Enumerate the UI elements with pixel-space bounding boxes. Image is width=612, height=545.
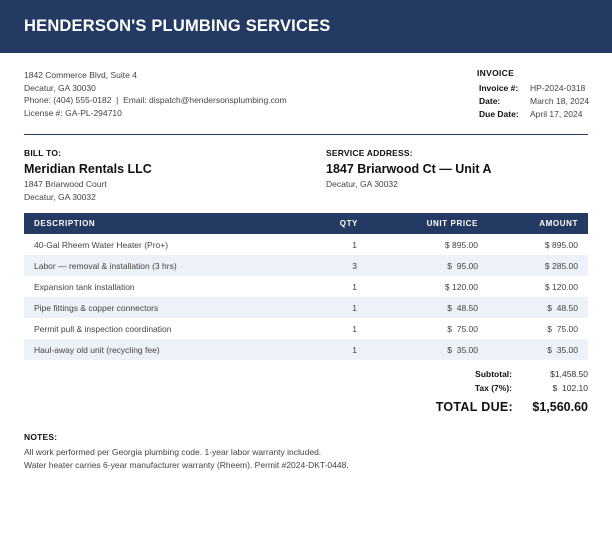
bill-to-label: BILL TO: bbox=[24, 148, 62, 158]
company-contact: Phone: (404) 555-0182 | Email: dispatch@hendersonsplumbing.com bbox=[24, 95, 287, 105]
item-unit-price: $ 75.00 bbox=[447, 324, 478, 334]
table-row bbox=[24, 234, 588, 255]
line-items-header bbox=[24, 213, 588, 234]
totals-block bbox=[388, 369, 588, 420]
item-description: Expansion tank installation bbox=[34, 282, 135, 292]
bill-to-block bbox=[24, 148, 152, 203]
total-due-value: $1,560.60 bbox=[532, 400, 588, 414]
company-name: HENDERSON'S PLUMBING SERVICES bbox=[24, 17, 331, 35]
notes-line: Water heater carries 6-year manufacturer warranty (Rheem). Permit #2024-DKT-0448. bbox=[24, 459, 349, 470]
item-amount: $ 895.00 bbox=[544, 240, 578, 250]
tax-label: Tax (7%): bbox=[474, 383, 512, 393]
item-qty: 1 bbox=[352, 303, 357, 313]
header-amount: AMOUNT bbox=[539, 219, 578, 228]
tax-value: $ 102.10 bbox=[552, 383, 588, 393]
invoice-number-row bbox=[477, 83, 597, 96]
service-address-line: Decatur, GA 30032 bbox=[326, 179, 398, 189]
item-description: 40-Gal Rheem Water Heater (Pro+) bbox=[34, 240, 169, 250]
service-address-label: SERVICE ADDRESS: bbox=[326, 148, 413, 158]
invoice-details bbox=[477, 68, 590, 119]
invoice-due-date-value: April 17, 2024 bbox=[530, 109, 583, 119]
table-row bbox=[24, 255, 588, 276]
invoice-date-label: Date: bbox=[479, 96, 501, 106]
table-row bbox=[24, 297, 588, 318]
company-info bbox=[24, 69, 287, 119]
company-address-line1: 1842 Commerce Blvd, Suite 4 bbox=[24, 70, 137, 80]
service-address-block bbox=[326, 148, 492, 191]
item-unit-price: $ 95.00 bbox=[447, 261, 478, 271]
item-unit-price: $ 120.00 bbox=[444, 282, 478, 292]
item-description: Pipe fittings & copper connectors bbox=[34, 303, 159, 313]
header-description: DESCRIPTION bbox=[34, 219, 96, 228]
item-description: Permit pull & inspection coordination bbox=[34, 324, 172, 334]
bill-to-name: Meridian Rentals LLC bbox=[24, 162, 152, 176]
service-address-name: 1847 Briarwood Ct — Unit A bbox=[326, 162, 492, 176]
invoice-due-date-label: Due Date: bbox=[479, 109, 519, 119]
item-qty: 1 bbox=[352, 282, 357, 292]
item-unit-price: $ 48.50 bbox=[447, 303, 478, 313]
subtotal-value: $1,458.50 bbox=[550, 369, 588, 379]
item-amount: $ 48.50 bbox=[547, 303, 578, 313]
table-row bbox=[24, 276, 588, 297]
item-description: Labor — removal & installation (3 hrs) bbox=[34, 261, 177, 271]
tax-row bbox=[388, 383, 588, 397]
total-due-row bbox=[388, 400, 588, 420]
table-row bbox=[24, 339, 588, 360]
item-unit-price: $ 35.00 bbox=[447, 345, 478, 355]
invoice-number-value: HP-2024-0318 bbox=[530, 83, 586, 93]
header-divider bbox=[24, 134, 588, 135]
bill-to-line: 1847 Briarwood Court bbox=[24, 179, 107, 189]
line-items-table bbox=[24, 213, 588, 360]
table-row bbox=[24, 318, 588, 339]
item-amount: $ 285.00 bbox=[544, 261, 578, 271]
item-amount: $ 75.00 bbox=[547, 324, 578, 334]
invoice-date-row bbox=[477, 96, 597, 109]
company-address-line2: Decatur, GA 30030 bbox=[24, 82, 96, 93]
notes-block bbox=[24, 432, 349, 471]
notes-label: NOTES: bbox=[24, 432, 58, 442]
invoice-date-value: March 18, 2024 bbox=[530, 96, 590, 106]
invoice-number-label: Invoice #: bbox=[479, 83, 519, 93]
invoice-due-date-row bbox=[477, 109, 597, 122]
header-qty: QTY bbox=[339, 219, 358, 228]
invoice-title: INVOICE bbox=[477, 68, 515, 78]
company-license: License #: GA-PL-294710 bbox=[24, 107, 122, 118]
subtotal-row bbox=[388, 369, 588, 383]
subtotal-label: Subtotal: bbox=[475, 369, 512, 379]
item-qty: 1 bbox=[352, 240, 357, 250]
total-due-label: TOTAL DUE: bbox=[435, 400, 513, 414]
item-amount: $ 35.00 bbox=[547, 345, 578, 355]
item-description: Haul-away old unit (recycling fee) bbox=[34, 345, 160, 355]
item-unit-price: $ 895.00 bbox=[444, 240, 478, 250]
item-qty: 3 bbox=[352, 261, 357, 271]
header-unit-price: UNIT PRICE bbox=[426, 219, 478, 228]
item-amount: $ 120.00 bbox=[544, 282, 578, 292]
item-qty: 1 bbox=[352, 345, 357, 355]
notes-line: All work performed per Georgia plumbing code. 1-year labor warranty included. bbox=[24, 447, 322, 457]
bill-to-line: Decatur, GA 30032 bbox=[24, 191, 96, 202]
item-qty: 1 bbox=[352, 324, 357, 334]
company-header-bar bbox=[0, 0, 612, 53]
